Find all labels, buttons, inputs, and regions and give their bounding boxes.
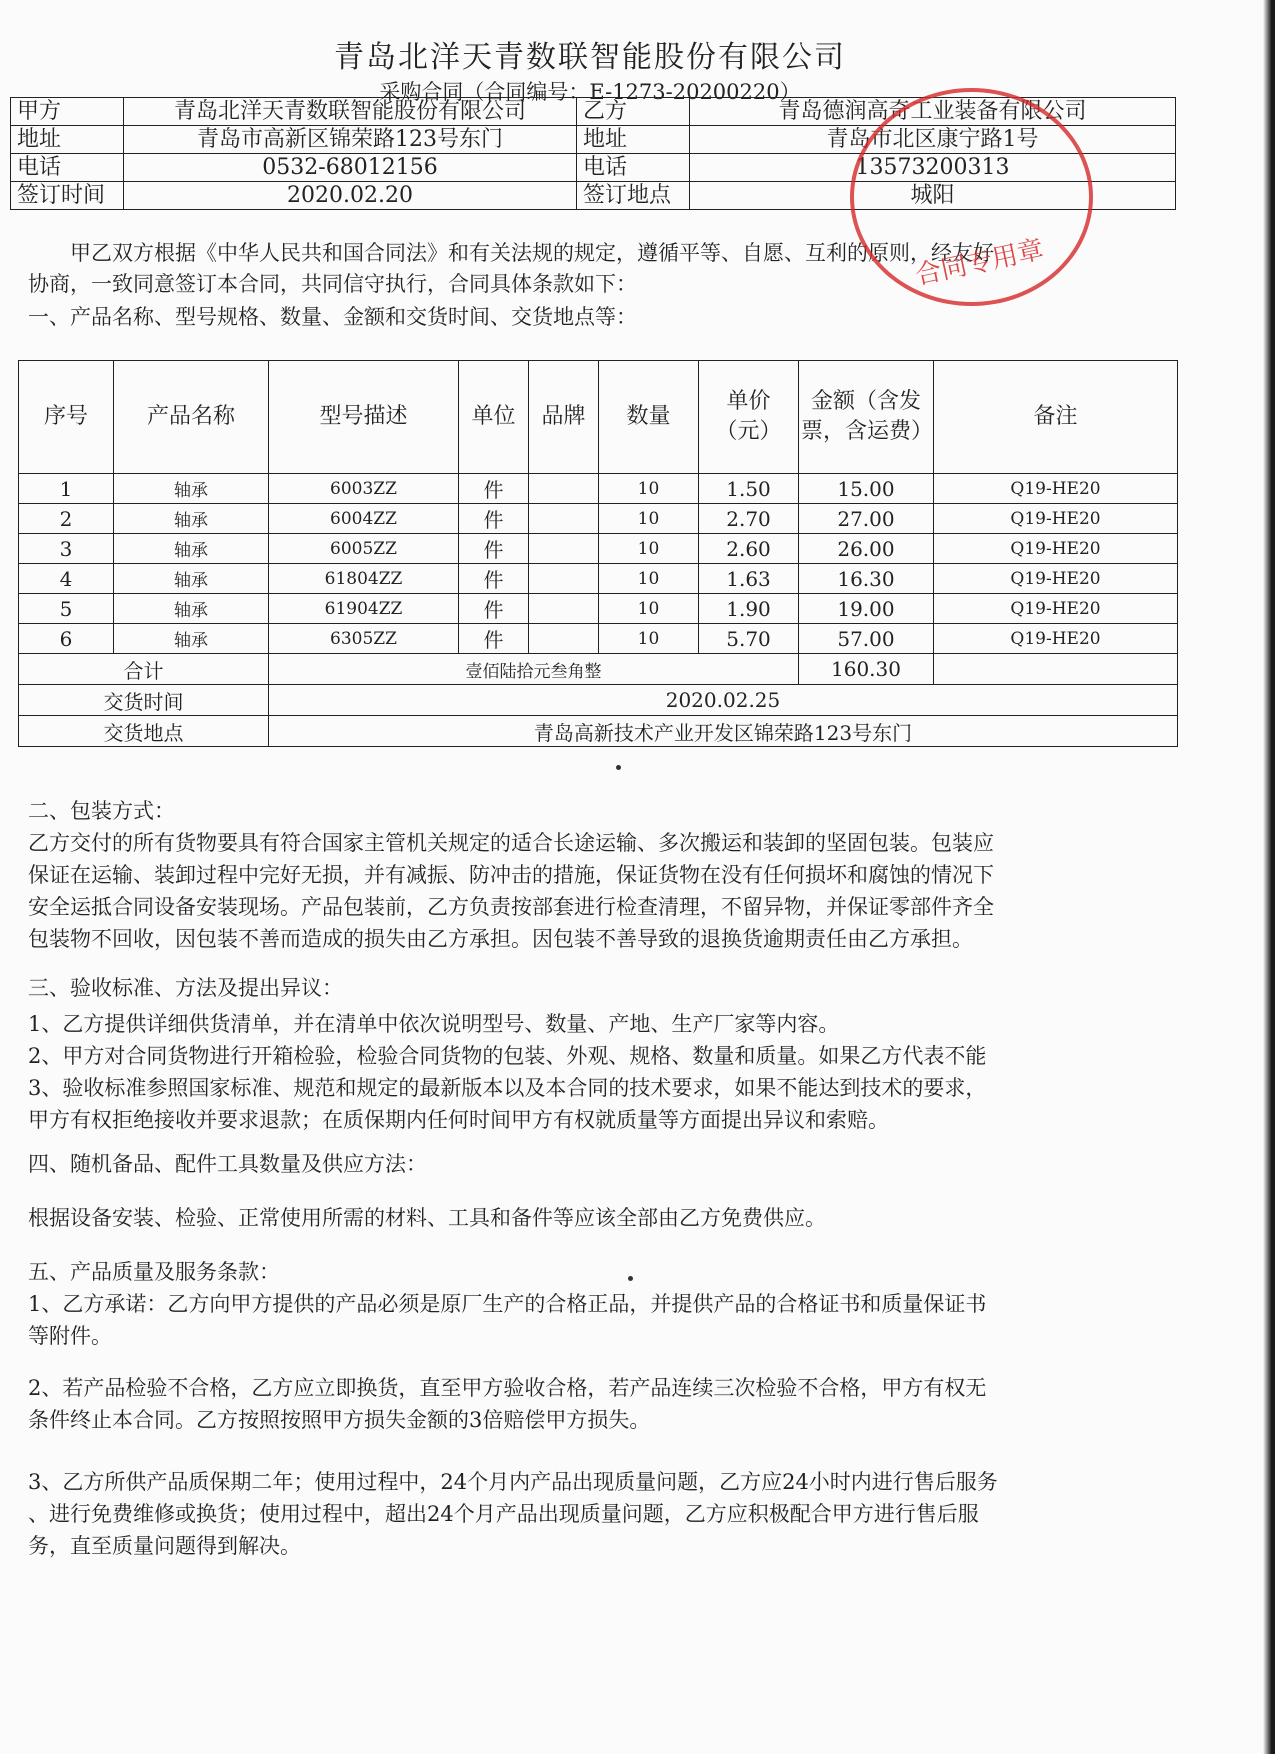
cell-brand: [529, 594, 599, 624]
sign-date: 2020.02.20: [124, 182, 577, 210]
cell-remark: Q19-HE20: [934, 594, 1178, 624]
col-header-model: 型号描述: [269, 361, 459, 474]
cell-index: 2: [19, 504, 114, 534]
section-title: 四、随机备品、配件工具数量及供应方法：: [28, 1152, 427, 1176]
col-header-unit-price: 单价（元）: [699, 361, 799, 474]
cell-quantity: 10: [599, 474, 699, 504]
cell-model: 61904ZZ: [269, 594, 459, 624]
cell-amount: 16.30: [799, 564, 934, 594]
section-line: 1、乙方承诺：乙方向甲方提供的产品必须是原厂生产的合格正品，并提供产品的合格证书和质量保证书: [28, 1292, 987, 1316]
section-title: 二、包装方式：: [28, 799, 175, 823]
col-header-quantity: 数量: [599, 361, 699, 474]
section-title: 三、验收标准、方法及提出异议：: [28, 976, 343, 1000]
section-line: 根据设备安装、检验、正常使用所需的材料、工具和备件等应该全部由乙方免费供应。: [28, 1206, 826, 1230]
sign-place-label: 签订地点: [577, 182, 690, 210]
section-line: 、进行免费维修或换货；使用过程中，超出24个月产品出现质量问题，乙方应积极配合甲方进行售后服: [28, 1502, 979, 1526]
cell-product: 轴承: [114, 504, 269, 534]
section-line: 2、甲方对合同货物进行开箱检验，检验合同货物的包装、外观、规格、数量和质量。如果乙方代表不能: [28, 1044, 987, 1068]
document-subtitle: 采购合同（合同编号：E-1273-20200220）: [379, 80, 801, 104]
party-b-label: 乙方: [577, 98, 690, 126]
cell-model: 6305ZZ: [269, 624, 459, 654]
section-line: 甲方有权拒绝接收并要求退款；在质保期内任何时间甲方有权就质量等方面提出异议和索赔。: [28, 1108, 889, 1132]
party-a-phone: 0532-68012156: [124, 154, 577, 182]
section-line: 3、乙方所供产品质保期二年；使用过程中，24个月内产品出现质量问题，乙方应24小时内进行售后服务: [28, 1470, 998, 1494]
document-title: 青岛北洋天青数联智能股份有限公司: [334, 40, 846, 75]
cell-amount: 19.00: [799, 594, 934, 624]
cell-quantity: 10: [599, 534, 699, 564]
party-a-name: 青岛北洋天青数联智能股份有限公司: [124, 98, 577, 126]
cell-index: 6: [19, 624, 114, 654]
intro-line: 甲乙双方根据《中华人民共和国合同法》和有关法规的规定，遵循平等、自愿、互利的原则，经友好: [70, 241, 994, 265]
section-acceptance: [28, 972, 1178, 1136]
cell-remark: Q19-HE20: [934, 534, 1178, 564]
table-row: [19, 564, 1178, 594]
cell-quantity: 10: [599, 594, 699, 624]
party-b-address-label: 地址: [577, 126, 690, 154]
section1-title: 一、产品名称、型号规格、数量、金额和交货时间、交货地点等：: [28, 305, 637, 329]
table-row: [19, 474, 1178, 504]
section-line: 包装物不回收，因包装不善而造成的损失由乙方承担。因包装不善导致的退换货逾期责任由乙方承担。: [28, 927, 973, 951]
cell-remark: Q19-HE20: [934, 474, 1178, 504]
col-header-remark: 备注: [934, 361, 1178, 474]
section-packaging: [28, 795, 1178, 955]
section-quality: [28, 1256, 1178, 1562]
col-header-index: 序号: [19, 361, 114, 474]
cell-product: 轴承: [114, 624, 269, 654]
delivery-time-label: 交货时间: [19, 685, 269, 716]
sign-date-label: 签订时间: [11, 182, 124, 210]
section-line: 乙方交付的所有货物要具有符合国家主管机关规定的适合长途运输、多次搬运和装卸的坚固包装。包装应: [28, 831, 994, 855]
cell-unit: 件: [459, 534, 529, 564]
cell-model: 6004ZZ: [269, 504, 459, 534]
section-line: 条件终止本合同。乙方按照按照甲方损失金额的3倍赔偿甲方损失。: [28, 1408, 651, 1432]
cell-unit-price: 2.60: [699, 534, 799, 564]
scan-dot: [628, 1276, 633, 1281]
cell-model: 6003ZZ: [269, 474, 459, 504]
party-b-name: 青岛德润高奇工业装备有限公司: [690, 98, 1176, 126]
cell-unit-price: 2.70: [699, 504, 799, 534]
intro-line: 协商，一致同意签订本合同，共同信守执行，合同具体条款如下：: [28, 272, 637, 296]
total-amount: 160.30: [799, 654, 934, 685]
scan-edge: [1263, 0, 1275, 1754]
cell-brand: [529, 564, 599, 594]
cell-amount: 15.00: [799, 474, 934, 504]
party-a-phone-label: 电话: [11, 154, 124, 182]
section-title: 五、产品质量及服务条款：: [28, 1260, 280, 1284]
cell-unit-price: 1.50: [699, 474, 799, 504]
cell-model: 6005ZZ: [269, 534, 459, 564]
scan-dot: [616, 765, 621, 770]
cell-brand: [529, 624, 599, 654]
cell-remark: Q19-HE20: [934, 504, 1178, 534]
col-header-unit: 单位: [459, 361, 529, 474]
company-seal: [850, 88, 1093, 306]
total-label: 合计: [19, 654, 269, 685]
cell-brand: [529, 474, 599, 504]
col-header-brand: 品牌: [529, 361, 599, 474]
section-line: 等附件。: [28, 1324, 112, 1348]
section-line: 保证在运输、装卸过程中完好无损，并有减振、防冲击的措施，保证货物在没有任何损坏和腐蚀的情况下: [28, 863, 994, 887]
section-line: 3、验收标准参照国家标准、规范和规定的最新版本以及本合同的技术要求，如果不能达到技术的要求，: [28, 1076, 987, 1100]
party-a-address-label: 地址: [11, 126, 124, 154]
delivery-place: 青岛高新技术产业开发区锦荣路123号东门: [269, 716, 1178, 747]
items-table: [18, 360, 1178, 747]
cell-remark: Q19-HE20: [934, 564, 1178, 594]
cell-product: 轴承: [114, 594, 269, 624]
section-line: 2、若产品检验不合格，乙方应立即换货，直至甲方验收合格，若产品连续三次检验不合格，甲方有权无: [28, 1376, 987, 1400]
party-b-address: 青岛市北区康宁路1号: [690, 126, 1176, 154]
cell-quantity: 10: [599, 564, 699, 594]
cell-index: 3: [19, 534, 114, 564]
cell-unit-price: 1.90: [699, 594, 799, 624]
party-b-phone: 13573200313: [690, 154, 1176, 182]
section-line: 安全运抵合同设备安装现场。产品包装前，乙方负责按部套进行检查清理，不留异物，并保证零部件齐全: [28, 895, 994, 919]
delivery-place-row: [19, 716, 1178, 747]
cell-remark: Q19-HE20: [934, 624, 1178, 654]
cell-brand: [529, 504, 599, 534]
cell-unit-price: 5.70: [699, 624, 799, 654]
cell-unit: 件: [459, 624, 529, 654]
delivery-place-label: 交货地点: [19, 716, 269, 747]
cell-unit: 件: [459, 594, 529, 624]
cell-index: 5: [19, 594, 114, 624]
cell-model: 61804ZZ: [269, 564, 459, 594]
cell-product: 轴承: [114, 564, 269, 594]
cell-amount: 26.00: [799, 534, 934, 564]
cell-unit: 件: [459, 564, 529, 594]
table-row: [19, 504, 1178, 534]
cell-index: 4: [19, 564, 114, 594]
sign-place: 城阳: [690, 182, 1176, 210]
cell-index: 1: [19, 474, 114, 504]
table-row: [19, 534, 1178, 564]
delivery-time-row: [19, 685, 1178, 716]
total-remark-empty: [934, 654, 1178, 685]
table-row: [19, 624, 1178, 654]
party-a-address: 青岛市高新区锦荣路123号东门: [124, 126, 577, 154]
cell-product: 轴承: [114, 534, 269, 564]
delivery-time: 2020.02.25: [269, 685, 1178, 716]
seal-text: 合同专用章: [912, 234, 1047, 292]
cell-quantity: 10: [599, 624, 699, 654]
party-b-phone-label: 电话: [577, 154, 690, 182]
cell-unit-price: 1.63: [699, 564, 799, 594]
cell-quantity: 10: [599, 504, 699, 534]
cell-amount: 27.00: [799, 504, 934, 534]
party-a-label: 甲方: [11, 98, 124, 126]
section-line: 务，直至质量问题得到解决。: [28, 1534, 301, 1558]
col-header-amount: 金额（含发票，含运费）: [799, 361, 934, 474]
table-row: [19, 594, 1178, 624]
cell-brand: [529, 534, 599, 564]
cell-unit: 件: [459, 504, 529, 534]
cell-product: 轴承: [114, 474, 269, 504]
section-line: 1、乙方提供详细供货清单，并在清单中依次说明型号、数量、产地、生产厂家等内容。: [28, 1012, 840, 1036]
section-spares: [28, 1148, 1178, 1234]
total-row: [19, 654, 1178, 685]
cell-unit: 件: [459, 474, 529, 504]
cell-amount: 57.00: [799, 624, 934, 654]
items-header-row: [19, 361, 1178, 474]
total-in-words: 壹佰陆拾元叁角整: [269, 654, 799, 685]
col-header-product: 产品名称: [114, 361, 269, 474]
